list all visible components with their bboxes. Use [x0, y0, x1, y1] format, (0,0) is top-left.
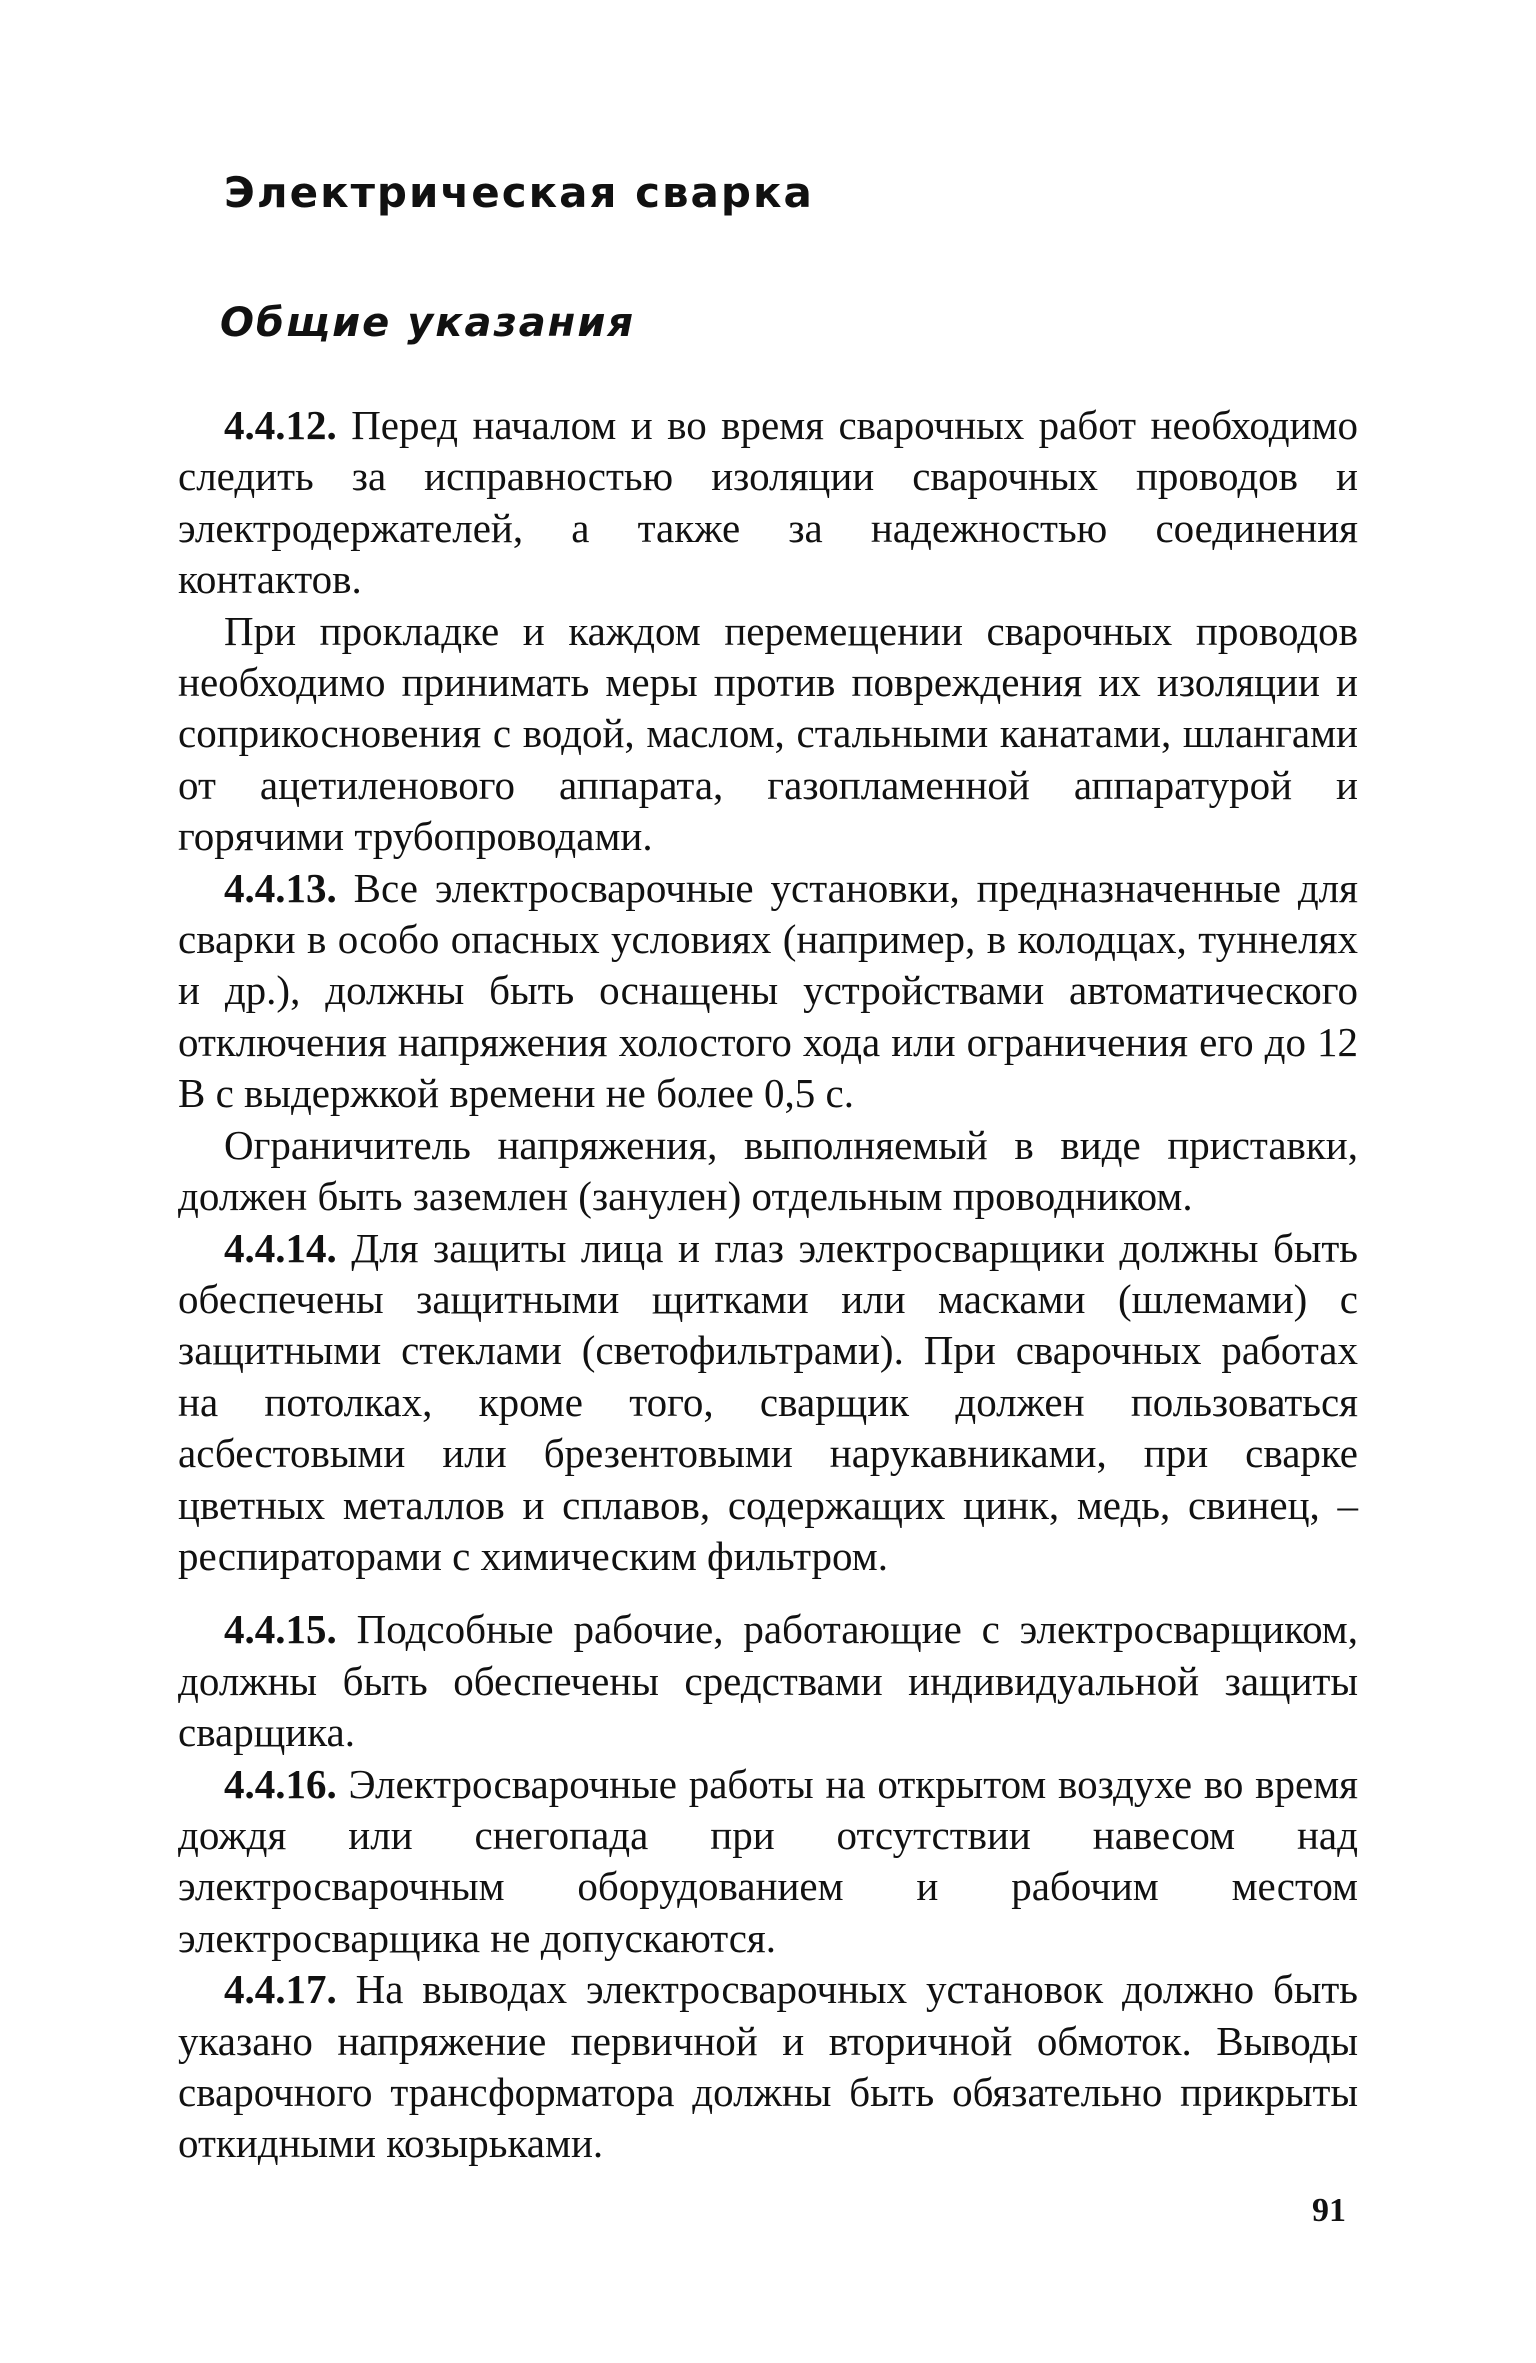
clause-4-4-13-continued [178, 1120, 1358, 1223]
clause-number: 4.4.13. [224, 864, 337, 911]
clause-4-4-17 [178, 1964, 1358, 2170]
clause-number: 4.4.14. [224, 1224, 337, 1271]
subsection-title: Общие указания [220, 300, 636, 346]
clause-number: 4.4.17. [224, 1966, 337, 2013]
clause-text: Перед началом и во время сварочных работ необходимо следить за исправностью изоляции сварочных проводов и электродержателей, а также за надежностью соединения контактов. [178, 402, 1358, 603]
clause-text: На выводах электросварочных установок должно быть указано напряжение первичной и вторичной обмоток. Выводы сварочного трансформатора должны быть обязательно прикрыты откидными козырьками. [178, 1966, 1358, 2167]
clause-4-4-16 [178, 1759, 1358, 1965]
clause-text: Для защиты лица и глаз электросварщики должны быть обеспечены защитными щитками или масками (шлемами) с защитными стеклами (светофильтрами). При сварочных работах на потолках, кроме того, сварщик должен пользоваться асбестовыми или брезентовыми нарукавниками, при сварке цветных металлов и сплавов, содержащих цинк, медь, свинец, – респираторами с химическим фильтром. [178, 1224, 1358, 1579]
clause-number: 4.4.15. [224, 1606, 337, 1653]
clause-text: При прокладке и каждом перемещении сварочных проводов необходимо принимать меры против повреждения их изоляции и соприкосновения с водой, маслом, стальными канатами, шлангами от ацетиленового аппарата, газопламенной аппаратурой и горячими трубопроводами. [178, 607, 1358, 860]
clause-number: 4.4.16. [224, 1760, 337, 1807]
clause-4-4-12 [178, 400, 1358, 606]
clause-text: Подсобные рабочие, работающие с электросварщиком, должны быть обеспечены средствами индивидуальной защиты сварщика. [178, 1606, 1358, 1756]
clause-4-4-13 [178, 863, 1358, 1120]
clause-text: Все электросварочные установки, предназначенные для сварки в особо опасных условиях (например, в колодцах, туннелях и др.), должны быть оснащены устройствами автоматического отключения напряжения холостого хода или ограничения его до 12 В с выдержкой времени не более 0,5 с. [178, 864, 1358, 1117]
document-body [178, 400, 1358, 2170]
clause-4-4-15 [178, 1604, 1358, 1758]
section-title: Электрическая сварка [224, 168, 814, 217]
page-number: 91 [1312, 2192, 1346, 2229]
clause-number: 4.4.12. [224, 402, 337, 448]
clause-text: Ограничитель напряжения, выполняемый в виде приставки, должен быть заземлен (занулен) отдельным проводником. [178, 1121, 1358, 1220]
clause-text: Электросварочные работы на открытом воздухе во время дождя или снегопада при отсутствии навесом над электросварочным оборудованием и рабочим местом электросварщика не допускаются. [178, 1760, 1359, 1961]
clause-4-4-12-continued [178, 606, 1358, 863]
clause-4-4-14 [178, 1223, 1358, 1583]
